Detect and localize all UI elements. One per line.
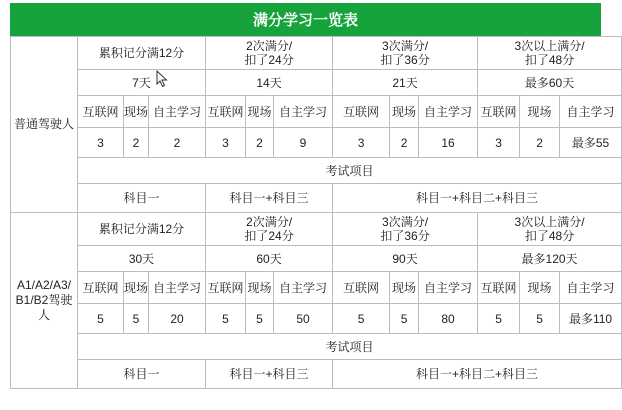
method-value: 80: [419, 304, 478, 334]
method-label: 现场: [246, 272, 274, 304]
method-value: 9: [274, 128, 333, 158]
exam-subjects: 科目一+科目二+科目三: [333, 184, 622, 213]
method-value: 2: [149, 128, 206, 158]
learning-duration: 14天: [206, 70, 333, 96]
penalty-condition: 3次以上满分/ 扣了48分: [478, 37, 622, 70]
method-value: 2: [124, 128, 149, 158]
method-value: 2: [246, 128, 274, 158]
method-label: 现场: [520, 96, 560, 128]
driver-category: 普通驾驶人: [11, 37, 78, 213]
method-label: 自主学习: [560, 272, 622, 304]
method-label: 现场: [124, 96, 149, 128]
method-label: 现场: [520, 272, 560, 304]
learning-duration: 30天: [78, 246, 206, 272]
driver-category: A1/A2/A3/ B1/B2驾驶 人: [11, 213, 78, 389]
method-value: 最多110: [560, 304, 622, 334]
method-label: 自主学习: [149, 96, 206, 128]
learning-duration: 21天: [333, 70, 478, 96]
method-value: 最多55: [560, 128, 622, 158]
exam-header: 考试项目: [78, 334, 622, 360]
penalty-condition: 3次满分/ 扣了36分: [333, 37, 478, 70]
method-value: 3: [78, 128, 124, 158]
method-value: 3: [333, 128, 390, 158]
exam-subjects: 科目一+科目三: [206, 360, 333, 389]
method-value: 16: [419, 128, 478, 158]
exam-subjects: 科目一: [78, 184, 206, 213]
method-label: 现场: [390, 272, 419, 304]
learning-duration: 最多60天: [478, 70, 622, 96]
method-label: 互联网: [78, 96, 124, 128]
method-label: 自主学习: [419, 96, 478, 128]
table-title: 满分学习一览表: [10, 3, 601, 36]
method-label: 自主学习: [274, 272, 333, 304]
method-label: 互联网: [78, 272, 124, 304]
method-value: 5: [78, 304, 124, 334]
method-label: 自主学习: [419, 272, 478, 304]
method-label: 互联网: [478, 96, 520, 128]
method-value: 5: [478, 304, 520, 334]
exam-subjects: 科目一+科目二+科目三: [333, 360, 622, 389]
method-value: 3: [206, 128, 246, 158]
learning-duration: 90天: [333, 246, 478, 272]
method-label: 互联网: [333, 96, 390, 128]
method-label: 互联网: [333, 272, 390, 304]
mouse-cursor-icon: [156, 70, 168, 88]
method-label: 现场: [390, 96, 419, 128]
method-label: 自主学习: [149, 272, 206, 304]
method-value: 2: [520, 128, 560, 158]
method-label: 互联网: [478, 272, 520, 304]
method-value: 5: [124, 304, 149, 334]
method-value: 2: [390, 128, 419, 158]
method-label: 自主学习: [560, 96, 622, 128]
penalty-condition: 3次满分/ 扣了36分: [333, 213, 478, 246]
penalty-condition: 累积记分满12分: [78, 213, 206, 246]
exam-header: 考试项目: [78, 158, 622, 184]
method-label: 互联网: [206, 96, 246, 128]
penalty-condition: 3次以上满分/ 扣了48分: [478, 213, 622, 246]
exam-subjects: 科目一: [78, 360, 206, 389]
method-value: 5: [246, 304, 274, 334]
learning-table: [10, 36, 622, 389]
penalty-condition: 累积记分满12分: [78, 37, 206, 70]
learning-duration: 最多120天: [478, 246, 622, 272]
method-label: 自主学习: [274, 96, 333, 128]
learning-duration: 60天: [206, 246, 333, 272]
penalty-condition: 2次满分/ 扣了24分: [206, 37, 333, 70]
method-value: 20: [149, 304, 206, 334]
method-value: 5: [206, 304, 246, 334]
method-value: 5: [390, 304, 419, 334]
method-label: 现场: [246, 96, 274, 128]
method-label: 现场: [124, 272, 149, 304]
method-value: 50: [274, 304, 333, 334]
method-value: 5: [520, 304, 560, 334]
method-value: 5: [333, 304, 390, 334]
method-value: 3: [478, 128, 520, 158]
penalty-condition: 2次满分/ 扣了24分: [206, 213, 333, 246]
method-label: 互联网: [206, 272, 246, 304]
exam-subjects: 科目一+科目三: [206, 184, 333, 213]
learning-table-container: [10, 3, 615, 389]
learning-duration: 7天: [78, 70, 206, 96]
